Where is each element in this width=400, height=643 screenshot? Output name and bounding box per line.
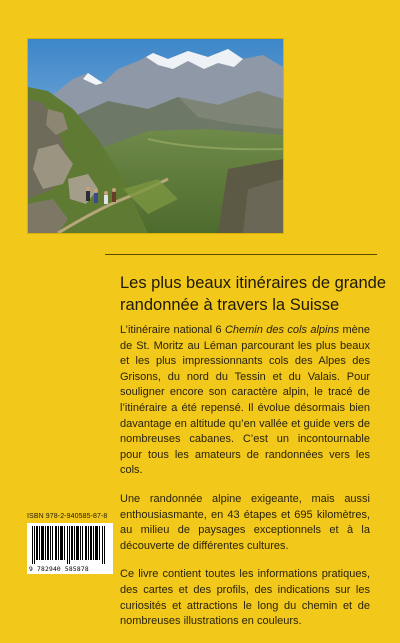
headline <box>120 272 387 316</box>
headline-line-1: Les plus beaux itinéraires de grande <box>120 274 387 292</box>
barcode-digits: 9 782940 585878 <box>29 566 89 573</box>
mountain-landscape-image <box>28 39 283 233</box>
barcode <box>27 523 113 574</box>
paragraph-1 <box>120 323 370 479</box>
paragraph-1-rest: mène de St. Moritz au Léman parcourant les plus beaux et les plus impressionnants cols des Alpes des Grisons, du nord du Tessin et du Valais. Pour souligner encore son caractère alpin, le tracé de l’itinéraire a été repensé. Il évolue désormais bien davantage en altitude qu’en vallée et guide vers de nombreuses cabanes. C’est un incontournable pour tous les amateurs de randonnées vers les cols. <box>120 324 370 477</box>
headline-line-2: randonnée à travers la Suisse <box>120 296 340 314</box>
isbn-label: ISBN 978-2-940585-87-8 <box>27 513 108 520</box>
route-name-italic: Chemin des cols alpins <box>224 324 340 336</box>
divider-line <box>105 254 377 255</box>
cover-photo-alpine-hikers <box>27 38 284 234</box>
paragraph-2: Une randonnée alpine exigeante, mais aussi enthousiasmante, en 43 étapes et 695 kilomètres, au milieu de paysages exceptionnels et à la découverte de différentes cultures. <box>120 492 370 552</box>
paragraph-3: Ce livre contient toutes les informations pratiques, des cartes et des profils, des indications sur les curiosités et attractions le long du chemin et de nombreuses illustrations en couleurs. <box>120 568 370 628</box>
description-body <box>120 323 370 643</box>
barcode-bars <box>32 526 108 564</box>
paragraph-1-intro: L’itinéraire national 6 <box>120 324 225 336</box>
